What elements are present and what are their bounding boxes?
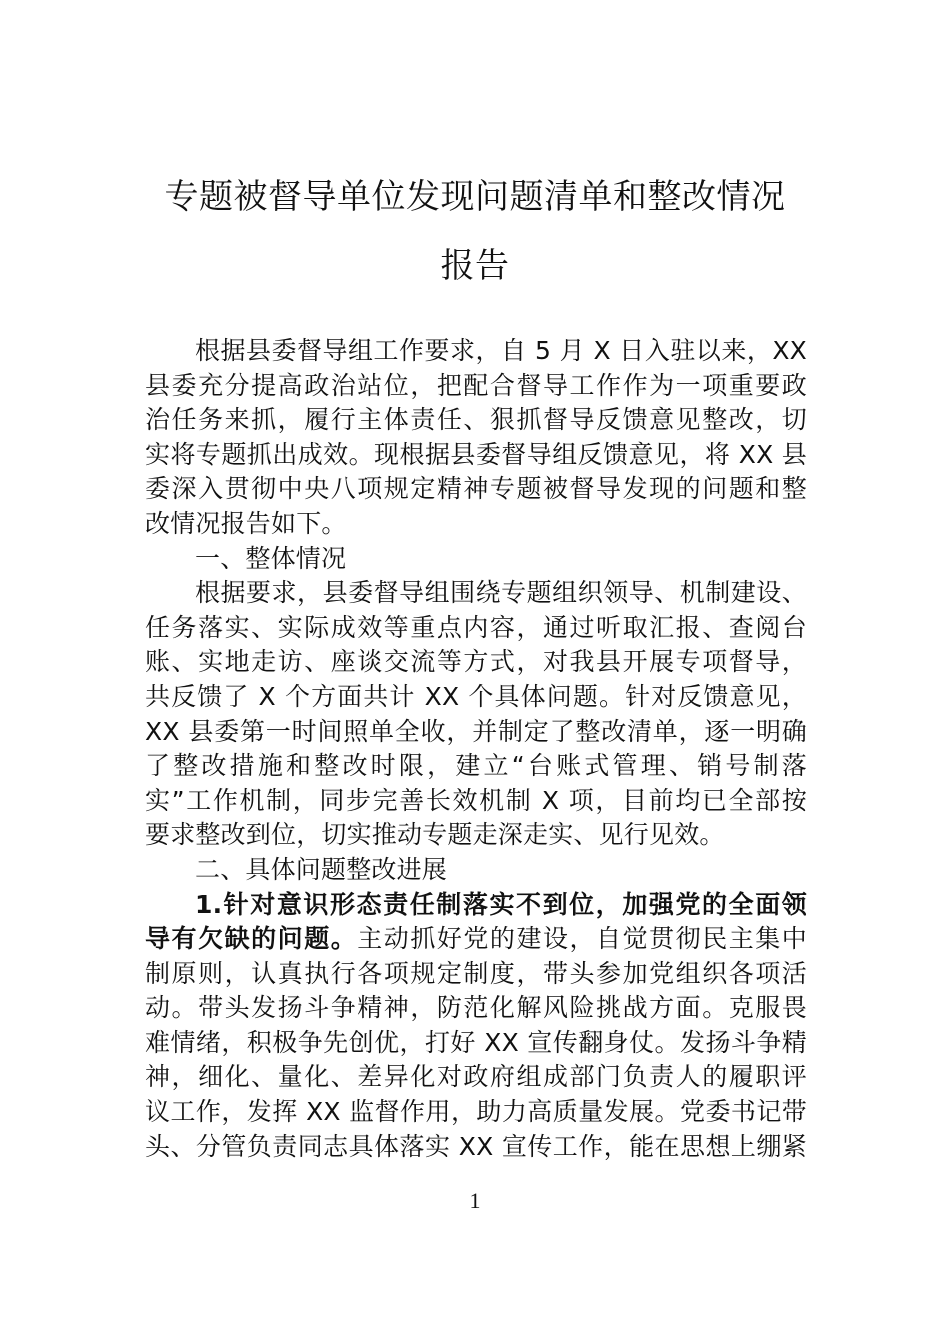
text-line: 根据要求，县委督导组围绕专题组织领导、机制建设、 bbox=[195, 578, 807, 608]
item-text: 主动抓好党的建设，自觉贯彻民主集中 bbox=[357, 924, 807, 954]
text-line: 要求整改到位，切实推动专题走深走实、见行见效。 bbox=[145, 820, 725, 850]
text-line: 神，细化、量化、差异化对政府组成部门负责人的履职评 bbox=[145, 1062, 807, 1092]
text-line: 动。带头发扬斗争精神，防范化解风险挑战方面。克服畏 bbox=[145, 993, 807, 1023]
text-line: 了整改措施和整改时限，建立“台账式管理、销号制落 bbox=[145, 751, 807, 781]
text-line: XX 县委第一时间照单全收，并制定了整改清单，逐一明确 bbox=[145, 716, 807, 746]
text-line: 根据县委督导组工作要求，自 5 月 X 日入驻以来，XX bbox=[195, 336, 807, 365]
text-line: 委深入贯彻中央八项规定精神专题被督导发现的问题和整 bbox=[145, 474, 807, 504]
text-line: 议工作，发挥 XX 监督作用，助力高质量发展。党委书记带 bbox=[145, 1097, 807, 1127]
document-title-line-2: 报告 bbox=[440, 246, 510, 286]
text-line: 头、分管负责同志具体落实 XX 宣传工作，能在思想上绷紧 bbox=[145, 1131, 807, 1161]
text-line: 制原则，认真执行各项规定制度，带头参加党组织各项活 bbox=[145, 958, 807, 988]
text-line: 账、实地走访、座谈交流等方式，对我县开展专项督导， bbox=[145, 647, 807, 677]
text-line bbox=[145, 922, 807, 957]
intro-paragraph bbox=[145, 334, 807, 542]
overall-paragraph bbox=[145, 576, 807, 853]
document-title-line-1: 专题被督导单位发现问题清单和整改情况 bbox=[164, 177, 786, 217]
text-line: 实将专题抓出成效。现根据县委督导组反馈意见，将 XX 县 bbox=[145, 439, 807, 469]
item-heading-continuation: 导有欠缺的问题。 bbox=[145, 924, 358, 954]
text-line: 任务落实、实际成效等重点内容，通过听取汇报、查阅台 bbox=[145, 612, 807, 642]
text-line: 县委充分提高政治站位，把配合督导工作作为一项重要政 bbox=[145, 370, 807, 400]
text-line: 实”工作机制，同步完善长效机制 X 项，目前均已全部按 bbox=[145, 785, 807, 815]
page-number: 1 bbox=[469, 1188, 481, 1213]
progress-item-1 bbox=[145, 888, 807, 1165]
text-line: 治任务来抓，履行主体责任、狠抓督导反馈意见整改，切 bbox=[145, 405, 807, 435]
text-line: 共反馈了 X 个方面共计 XX 个具体问题。针对反馈意见， bbox=[145, 681, 807, 711]
document-body bbox=[145, 334, 807, 1164]
section-heading-progress: 二、具体问题整改进展 bbox=[195, 854, 448, 884]
item-heading-line: 1.针对意识形态责任制落实不到位，加强党的全面领 bbox=[195, 889, 807, 919]
text-line: 改情况报告如下。 bbox=[145, 508, 347, 538]
section-heading-overall: 一、整体情况 bbox=[195, 543, 347, 573]
text-line: 难情绪，积极争先创优，打好 XX 宣传翻身仗。发扬斗争精 bbox=[145, 1027, 807, 1057]
